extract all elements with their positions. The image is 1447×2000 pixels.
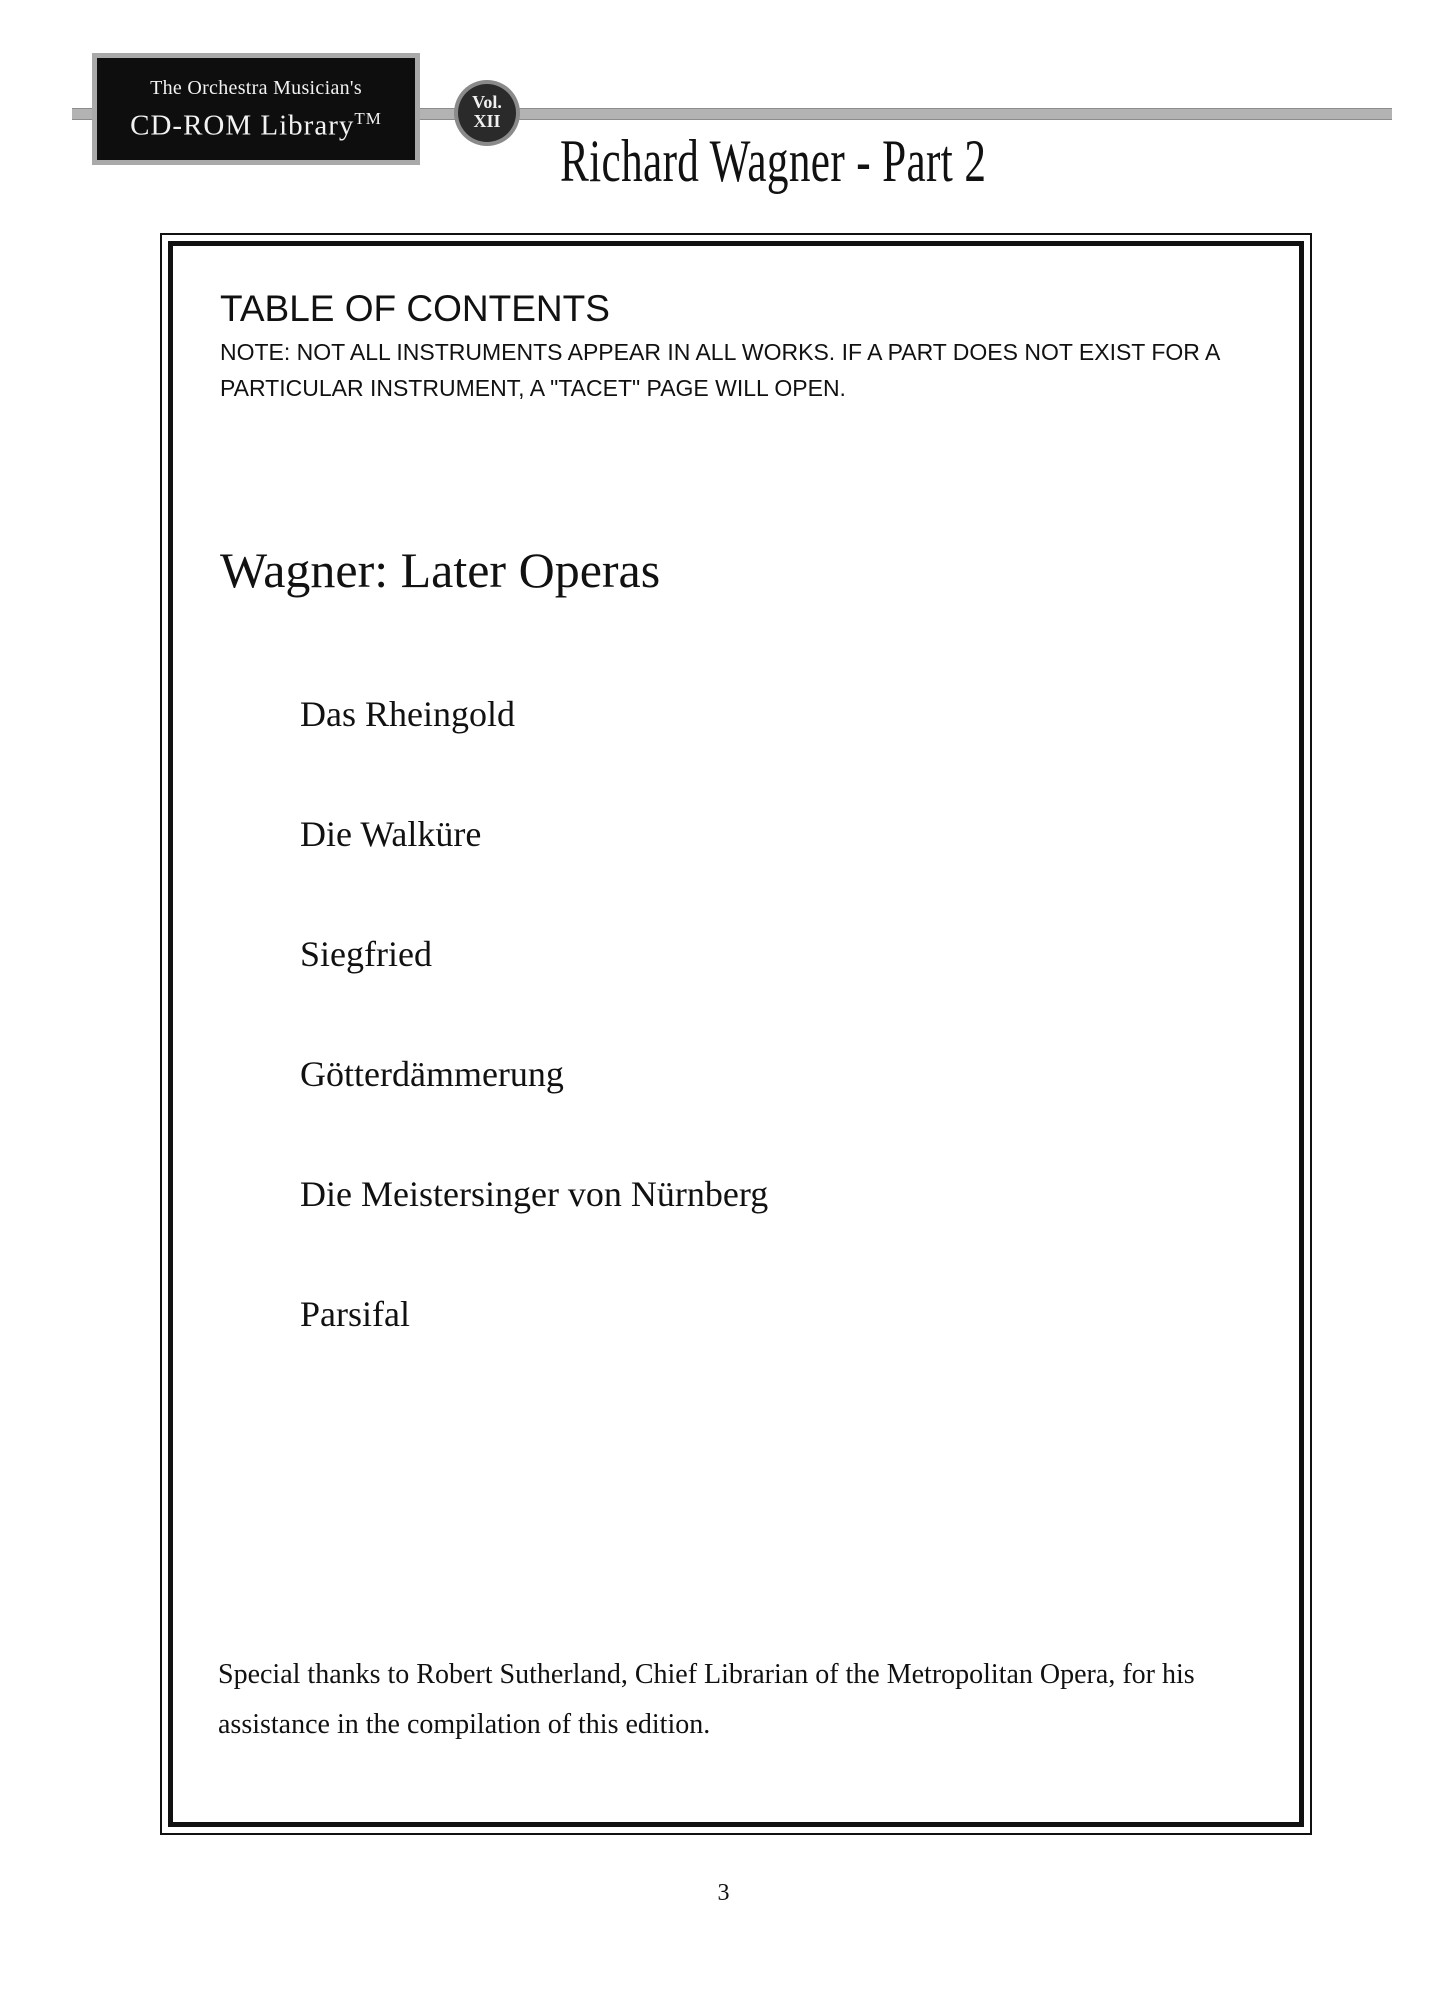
volume-badge-inner xyxy=(458,84,516,142)
toc-item-das-rheingold[interactable]: Das Rheingold xyxy=(300,694,515,734)
toc-item-parsifal[interactable]: Parsifal xyxy=(300,1294,410,1334)
volume-label: Vol. xyxy=(472,92,502,112)
trademark-mark: TM xyxy=(354,109,382,128)
toc-list xyxy=(300,692,768,1412)
toc-item-gotterdammerung[interactable]: Götterdämmerung xyxy=(300,1054,564,1094)
volume-number: XII xyxy=(473,111,501,131)
toc-title: TABLE OF CONTENTS xyxy=(220,288,610,329)
toc-item-die-walkure[interactable]: Die Walküre xyxy=(300,814,482,854)
page-heading: Richard Wagner - Part 2 xyxy=(560,128,987,194)
library-brand-box xyxy=(92,53,420,165)
toc-item-die-meistersinger[interactable]: Die Meistersinger von Nürnberg xyxy=(300,1174,769,1214)
library-brand-inner xyxy=(97,58,415,160)
toc-note: NOTE: NOT ALL INSTRUMENTS APPEAR IN ALL WORKS. IF A PART DOES NOT EXIST FOR A PARTICULAR INSTRUMENT, A "TACET" PAGE WILL OPEN. xyxy=(220,339,1220,401)
toc-item-siegfried[interactable]: Siegfried xyxy=(300,934,432,974)
acknowledgement-text: Special thanks to Robert Sutherland, Chief Librarian of the Metropolitan Opera, for his assistance in the compilation of this edition. xyxy=(218,1659,1195,1740)
brand-line-2 xyxy=(97,100,415,145)
brand-name: CD-ROM Library xyxy=(130,109,355,142)
brand-line-1: The Orchestra Musician's xyxy=(150,77,362,99)
volume-badge xyxy=(454,80,520,146)
section-title: Wagner: Later Operas xyxy=(220,542,661,598)
page-number: 3 xyxy=(717,1880,730,1906)
